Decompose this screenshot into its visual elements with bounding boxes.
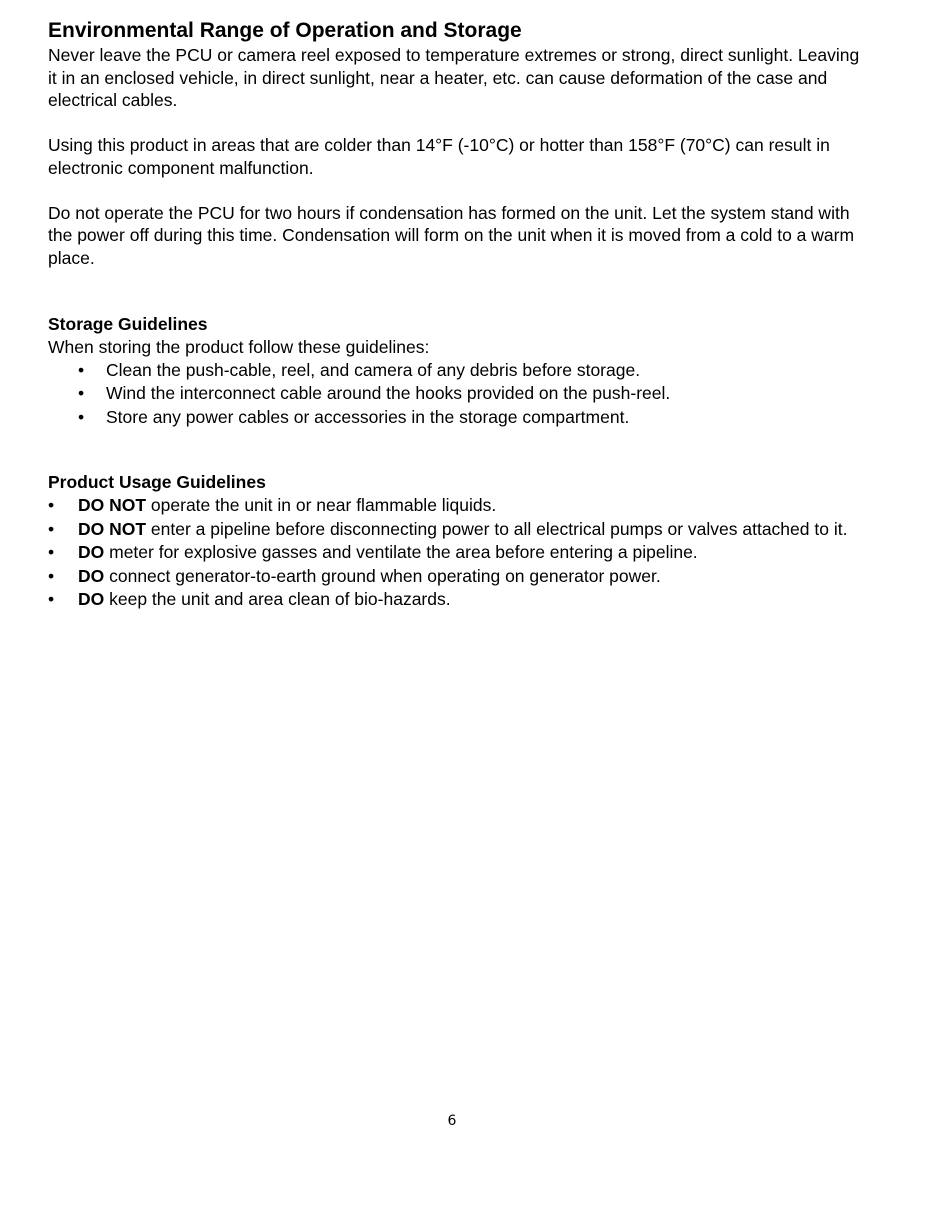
paragraph-gap: [48, 179, 868, 202]
list-item-text: keep the unit and area clean of bio-hazards.: [104, 589, 451, 609]
list-item-text: enter a pipeline before disconnecting power to all electrical pumps or valves attached to it.: [146, 518, 848, 539]
bullet-icon: •: [48, 495, 55, 515]
usage-keyword: DO: [78, 542, 105, 562]
environment-title: Environmental Range of Operation and Storage: [48, 19, 522, 42]
bullet-icon: •: [48, 542, 55, 562]
usage-keyword: DO NOT: [78, 518, 147, 539]
section-gap: [48, 429, 868, 471]
list-item: [48, 565, 868, 587]
list-item: [48, 382, 868, 404]
usage-keyword: DO: [78, 565, 105, 586]
usage-keyword: DO NOT: [78, 495, 147, 515]
bullet-icon: •: [48, 589, 55, 609]
list-item: [48, 359, 868, 381]
document-page: [48, 18, 868, 612]
section-gap: [48, 269, 868, 313]
list-item-text: operate the unit in or near flammable liquids.: [146, 495, 497, 515]
list-item: [48, 541, 868, 563]
list-item: [48, 588, 868, 610]
bullet-icon: •: [48, 518, 55, 539]
list-item-text: Wind the interconnect cable around the hooks provided on the push-reel.: [106, 383, 671, 403]
storage-list: [48, 359, 868, 428]
usage-keyword: DO: [78, 589, 105, 609]
list-item-text: meter for explosive gasses and ventilate the area before entering a pipeline.: [104, 542, 698, 562]
environment-paragraph-3: Do not operate the PCU for two hours if condensation has formed on the unit. Let the system stand with the power off during this time. Condensation will form on the unit when it is moved from a cold to a warm place.: [48, 202, 855, 268]
storage-intro: When storing the product follow these guidelines:: [48, 337, 430, 357]
environment-paragraph-1: Never leave the PCU or camera reel exposed to temperature extremes or strong, direct sunlight. Leaving it in an enclosed vehicle, in direct sunlight, near a heater, etc. can cause deformation of the case and electrical cables.: [48, 45, 860, 110]
list-item: [48, 494, 868, 516]
bullet-icon: •: [78, 406, 85, 427]
usage-title: Product Usage Guidelines: [48, 472, 266, 492]
paragraph-gap: [48, 112, 868, 135]
usage-list: [48, 494, 868, 610]
list-item-text: Clean the push-cable, reel, and camera of any debris before storage.: [106, 359, 641, 380]
storage-title: Storage Guidelines: [48, 314, 208, 334]
list-item: [48, 406, 868, 428]
bullet-icon: •: [48, 565, 55, 586]
page-number: 6: [447, 1113, 457, 1129]
list-item-text: Store any power cables or accessories in the storage compartment.: [106, 406, 630, 427]
bullet-icon: •: [78, 383, 85, 403]
list-item-text: connect generator-to-earth ground when operating on generator power.: [104, 565, 661, 586]
bullet-icon: •: [78, 359, 85, 380]
list-item: [48, 518, 868, 540]
environment-paragraph-2: Using this product in areas that are colder than 14°F (-10°C) or hotter than 158°F (70°C) can result in electronic component malfunction.: [48, 135, 830, 178]
